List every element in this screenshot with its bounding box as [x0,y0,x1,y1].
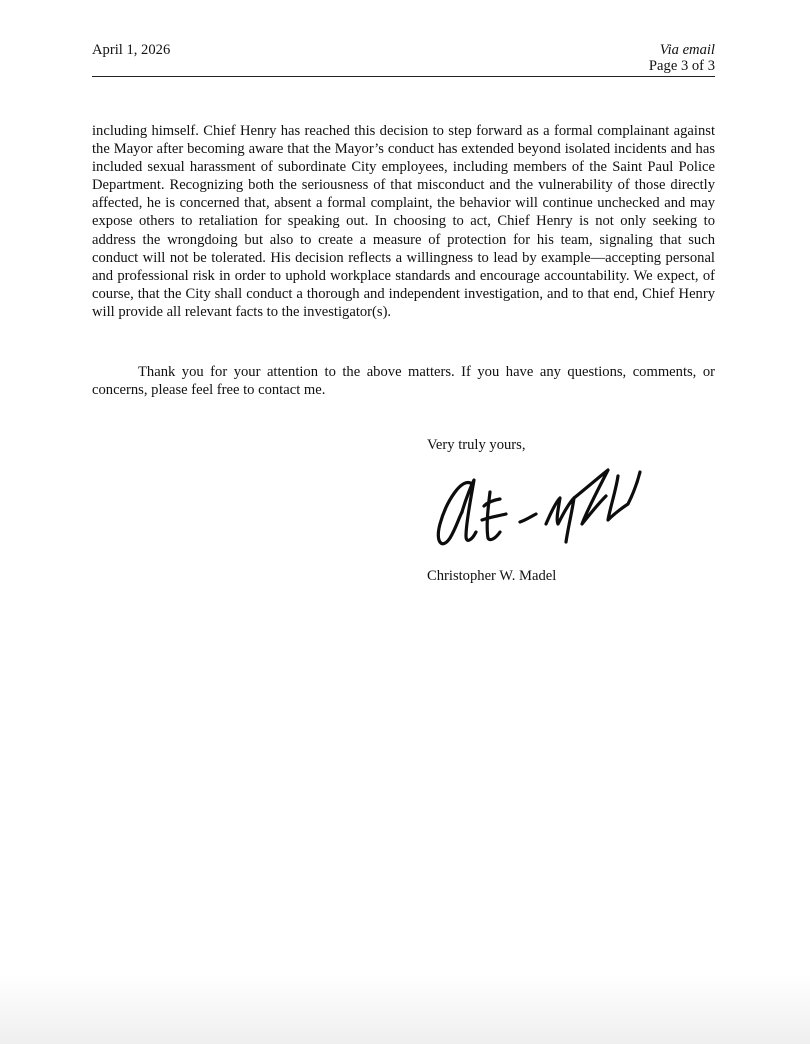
body-paragraph-1 [92,122,715,321]
page-bottom-shadow [0,974,810,1044]
closing-salutation: Very truly yours, [427,437,526,453]
signer-name: Christopher W. Madel [427,568,557,584]
body-paragraph-2: Thank you for your attention to the above matters. If you have any questions, comments, or concerns, please feel free to contact me. [92,364,715,399]
header-right-block [649,42,715,74]
handwritten-signature-icon [428,462,668,554]
header-divider [92,76,715,77]
delivery-method: Via email [659,42,715,58]
page-number: Page 3 of 3 [648,58,715,74]
paragraph-1-text: including himself. Chief Henry has reached this decision to step forward as a formal complainant against the Mayor after becoming aware that the Mayor’s conduct has extended beyond isolated incidents and has included sexual harassment of subordinate City employees, including members of the Saint Paul Police Department. Recognizing both the seriousness of that misconduct and the vulnerability of those directly affected, he is concerned that, absent a formal complaint, the behavior will continue unchecked and may expose others to retaliation for speaking out. In choosing to act, Chief Henry is not only seeking to address the wrongdoing but also to create a measure of protection for his team, signaling that such conduct will not be tolerated. His decision reflects a willingness to lead by example—accepting personal and professional risk in order to uphold workplace standards and encourage accountability. We expect, of course, that the City shall conduct a thorough and independent investigation, and to that end, Chief Henry will provide all relevant facts to the investigator(s). [92,123,715,320]
letter-date: April 1, 2026 [92,42,171,58]
